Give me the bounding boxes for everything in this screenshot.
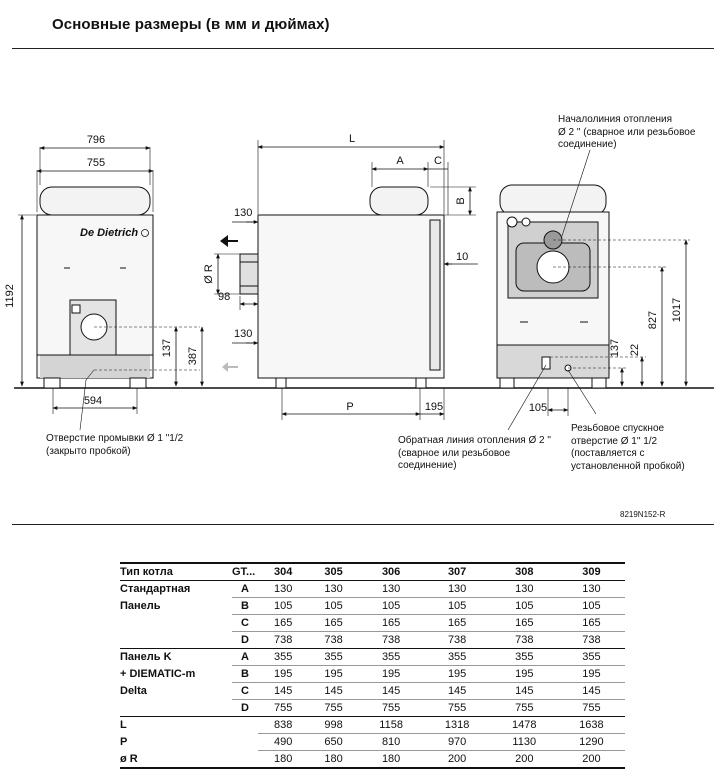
table-cell: 738 (308, 632, 358, 649)
table-cell: 200 (558, 751, 625, 769)
callout-flush-hole: Отверстие промывки Ø 1 "1/2 (закрыто пробкой) (46, 433, 184, 457)
row-letter: A (232, 581, 258, 598)
dim-R: Ø R (203, 264, 215, 284)
table-cell: 105 (491, 598, 558, 615)
row-letter: A (232, 649, 258, 666)
dim-137-front: 137 (161, 338, 173, 358)
table-cell: 130 (308, 581, 358, 598)
table-cell: 195 (424, 666, 491, 683)
table-cell: 970 (424, 734, 491, 751)
rear-panel-top (500, 185, 606, 215)
row-letter: D (232, 700, 258, 717)
table-cell: 650 (308, 734, 358, 751)
table-row (120, 598, 625, 615)
table-cell: 105 (558, 598, 625, 615)
table-cell: 1130 (491, 734, 558, 751)
table-cell: 105 (424, 598, 491, 615)
side-casing (258, 215, 444, 378)
rear-view (497, 185, 609, 388)
figure-ref: 8219N152-R (620, 510, 666, 519)
dimensions-table (120, 562, 625, 769)
table-cell: 355 (359, 649, 424, 666)
row-spacer (232, 734, 258, 751)
row-letter: B (232, 666, 258, 683)
dim-755: 755 (86, 157, 106, 169)
dim-A: A (396, 155, 404, 167)
front-panel-top (40, 187, 150, 215)
table-cell: 165 (359, 615, 424, 632)
table-row (120, 581, 625, 598)
group-label (120, 615, 232, 632)
table-cell: 355 (308, 649, 358, 666)
table-row (120, 683, 625, 700)
dim-1192: 1192 (4, 284, 16, 308)
header-model: 305 (324, 566, 343, 578)
table-cell: 738 (558, 632, 625, 649)
table-cell: 180 (308, 751, 358, 769)
group-label (120, 632, 232, 649)
inlet-arrow-icon (222, 362, 238, 372)
row-letter: D (232, 632, 258, 649)
section-rule (12, 524, 714, 525)
table-cell: 145 (359, 683, 424, 700)
group-label: Стандартная (120, 583, 191, 596)
row-label: P (120, 736, 128, 748)
table-cell: 1290 (558, 734, 625, 751)
row-letter: C (232, 683, 258, 700)
dim-10: 10 (456, 251, 469, 263)
table-cell: 130 (491, 581, 558, 598)
dim-796: 796 (86, 134, 106, 146)
table-row (120, 734, 625, 751)
group-label: + DIEMATIC-m (120, 668, 196, 680)
table-cell: 130 (424, 581, 491, 598)
table-cell: 1638 (558, 717, 625, 734)
row-label: ø R (120, 751, 232, 769)
header-type: Тип котла (120, 566, 173, 578)
table-cell: 130 (258, 581, 308, 598)
table-cell: 130 (359, 581, 424, 598)
table-row (120, 700, 625, 717)
table-row (120, 666, 625, 683)
dim-98: 98 (218, 291, 231, 303)
table-cell: 105 (258, 598, 308, 615)
table-cell: 355 (258, 649, 308, 666)
table-row (120, 632, 625, 649)
table-cell: 810 (359, 734, 424, 751)
header-model: 307 (447, 566, 467, 578)
flue-outlet (240, 254, 258, 294)
table-cell: 755 (424, 700, 491, 717)
side-view (240, 187, 444, 388)
dim-130-top: 130 (234, 207, 253, 219)
callout-flow-line: Началолиния отопления Ø 2 " (сварное или резьбовое соединение) (558, 114, 696, 150)
callout-drain-hole: Резьбовое спускное отверстие Ø 1" 1/2 (поставляется с установленной пробкой) (571, 423, 685, 472)
table-cell: 165 (308, 615, 358, 632)
return-connection (542, 357, 550, 369)
table-cell: 145 (258, 683, 308, 700)
brand-logo: De Dietrich (80, 227, 139, 239)
dim-P: P (346, 401, 354, 413)
table-cell: 355 (424, 649, 491, 666)
table-header-row (120, 563, 625, 581)
group-label: Панель (120, 600, 161, 612)
side-panel-top (370, 187, 428, 215)
table-cell: 755 (359, 700, 424, 717)
table-cell: 165 (491, 615, 558, 632)
table-cell: 200 (424, 751, 491, 769)
table-cell: 355 (491, 649, 558, 666)
dim-B: B (455, 197, 467, 205)
table-cell: 738 (258, 632, 308, 649)
dim-130-bottom: 130 (234, 328, 253, 340)
table-cell: 195 (558, 666, 625, 683)
table-cell: 180 (258, 751, 308, 769)
table-cell: 105 (359, 598, 424, 615)
front-view (37, 187, 153, 388)
table-cell: 165 (558, 615, 625, 632)
table-row (120, 615, 625, 632)
table-cell: 145 (491, 683, 558, 700)
table-cell: 1158 (359, 717, 424, 734)
row-label: L (120, 719, 127, 732)
table-cell: 145 (308, 683, 358, 700)
table-cell: 355 (558, 649, 625, 666)
group-label: Панель K (120, 651, 172, 664)
table-cell: 1478 (491, 717, 558, 734)
table-row (120, 649, 625, 666)
header-model: 304 (273, 566, 293, 578)
dim-C: C (434, 155, 442, 167)
header-model: 308 (515, 566, 534, 578)
table-cell: 145 (424, 683, 491, 700)
row-spacer (232, 717, 258, 734)
table-cell: 165 (424, 615, 491, 632)
dim-L: L (348, 133, 356, 145)
table-cell: 1318 (424, 717, 491, 734)
table-cell: 165 (258, 615, 308, 632)
dim-1017: 1017 (671, 297, 683, 323)
header-model: 306 (381, 566, 401, 578)
page-title: Основные размеры (в мм и дюймах) (52, 16, 330, 33)
table-cell: 200 (491, 751, 558, 769)
table-cell: 755 (558, 700, 625, 717)
table-cell: 105 (308, 598, 358, 615)
table-cell: 490 (258, 734, 308, 751)
header-gt: GT... (232, 566, 256, 578)
row-letter: B (232, 598, 258, 615)
dim-22: 22 (629, 343, 641, 357)
table-cell: 195 (359, 666, 424, 683)
table-cell: 998 (308, 717, 358, 734)
table-cell: 145 (558, 683, 625, 700)
table-cell: 755 (258, 700, 308, 717)
row-letter: C (232, 615, 258, 632)
dim-137-rear: 137 (609, 338, 621, 358)
row-spacer (232, 751, 258, 769)
table-cell: 130 (558, 581, 625, 598)
callout-return-line: Обратная линия отопления Ø 2 " (сварное или резьбовое соединение) (398, 435, 551, 471)
table-cell: 738 (359, 632, 424, 649)
dim-387: 387 (187, 346, 199, 366)
group-label (120, 700, 232, 717)
table-cell: 755 (308, 700, 358, 717)
dim-195: 195 (424, 401, 444, 413)
dim-594: 594 (83, 395, 103, 407)
table-cell: 195 (308, 666, 358, 683)
group-label: Delta (120, 685, 147, 697)
table-cell: 195 (491, 666, 558, 683)
table-row (120, 751, 625, 769)
table-cell: 195 (258, 666, 308, 683)
table-cell: 180 (359, 751, 424, 769)
table-cell: 738 (424, 632, 491, 649)
table-cell: 755 (491, 700, 558, 717)
dim-827: 827 (647, 310, 659, 330)
table-row (120, 717, 625, 734)
table-cell: 738 (491, 632, 558, 649)
flow-arrow-icon (220, 235, 238, 247)
dim-105: 105 (528, 402, 548, 414)
header-model: 309 (582, 566, 601, 578)
table-cell: 838 (258, 717, 308, 734)
